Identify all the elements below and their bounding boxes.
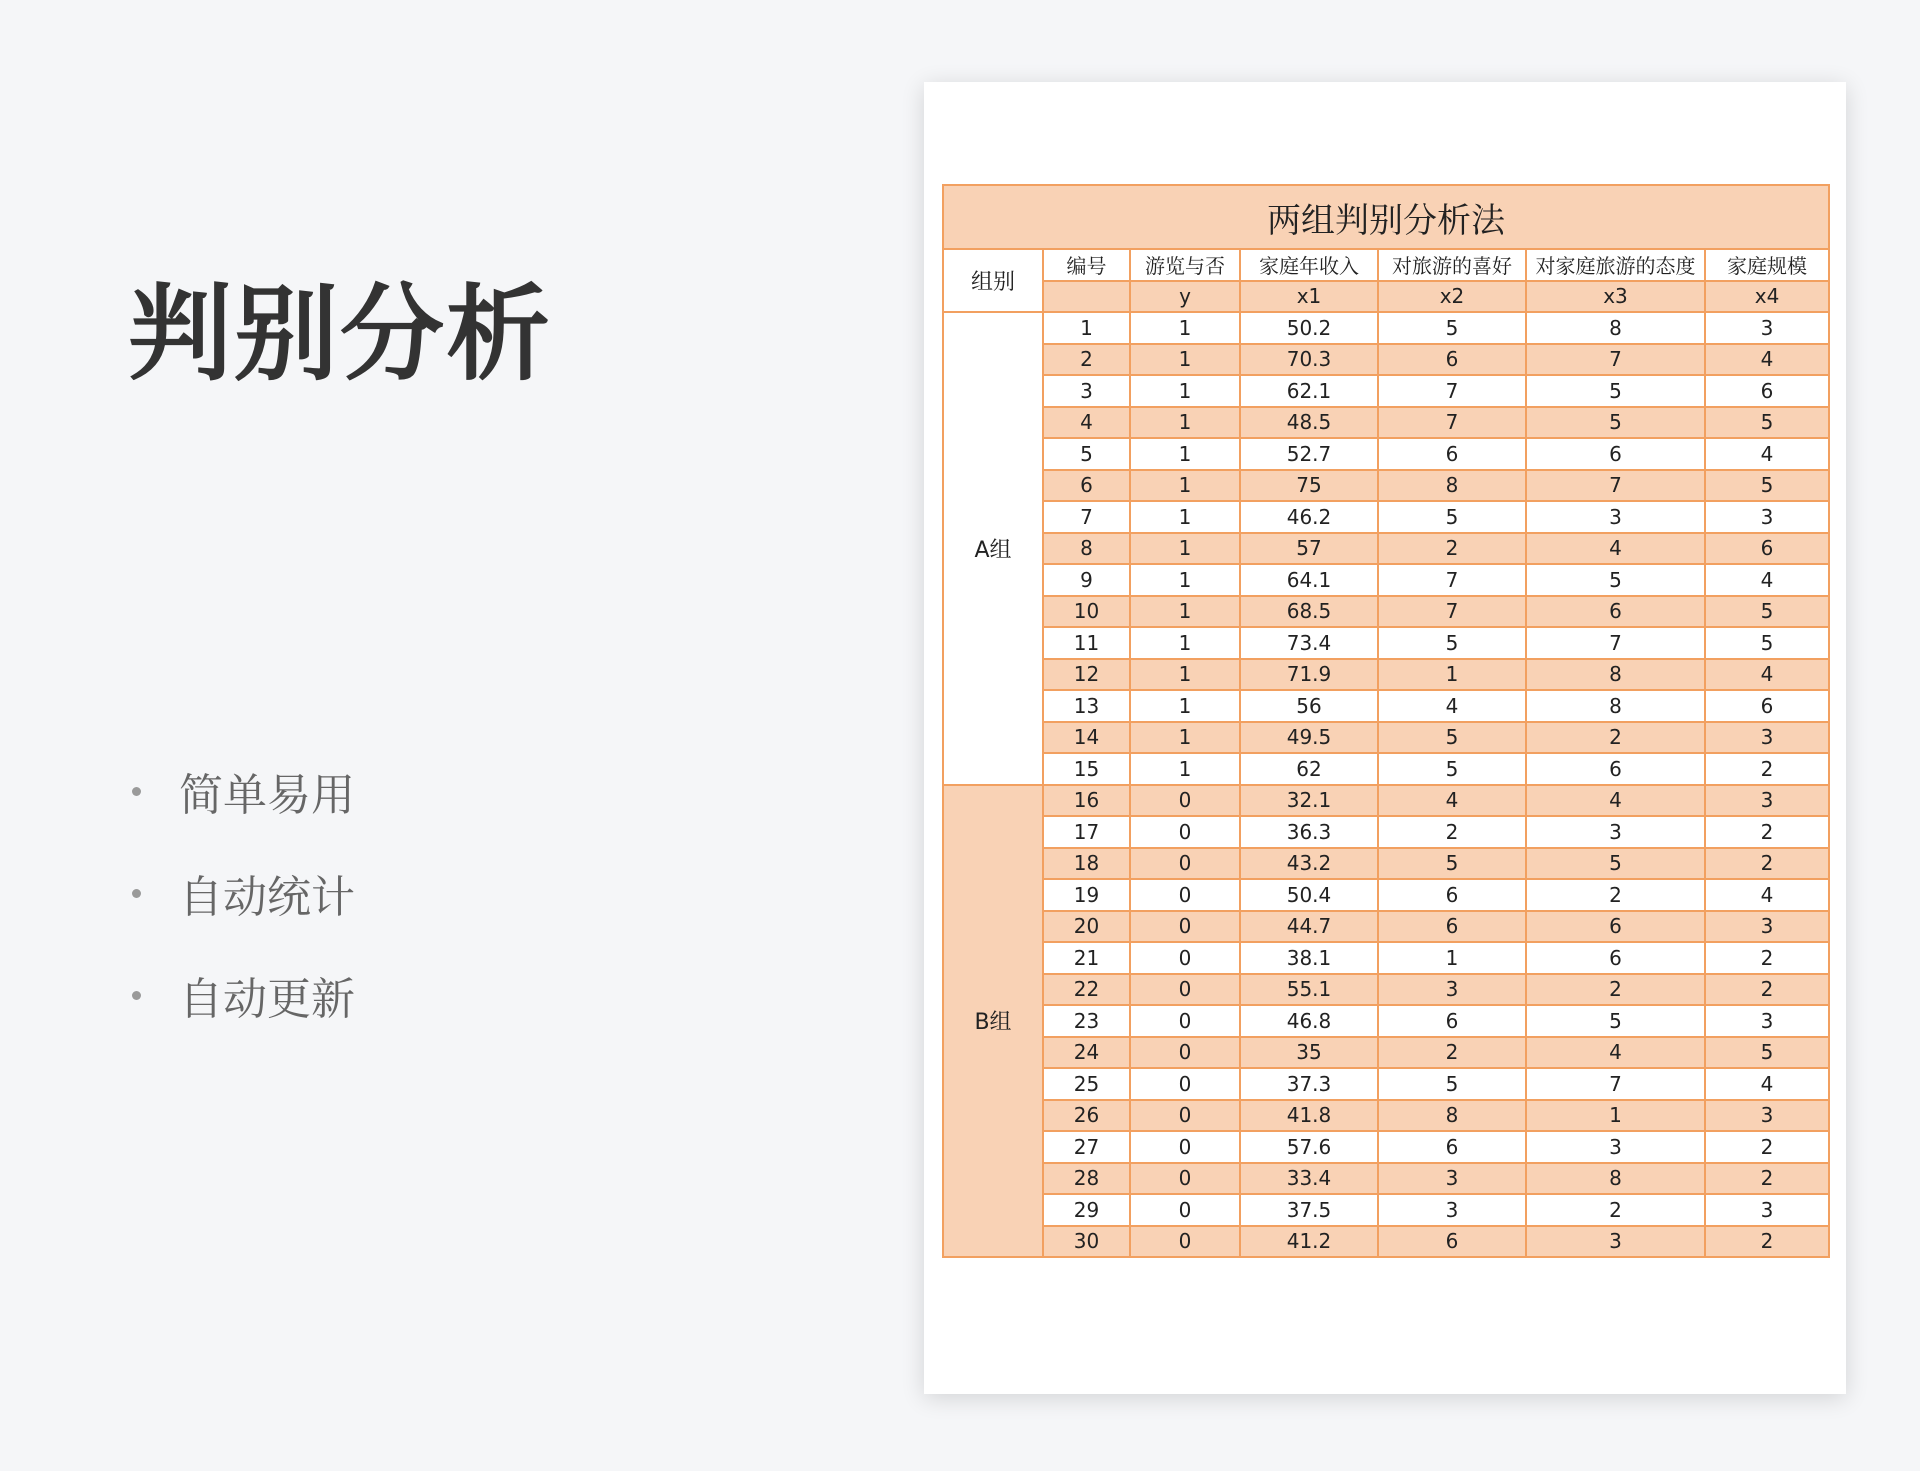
table-cell: 1 <box>1130 659 1240 691</box>
table-cell: 0 <box>1130 879 1240 911</box>
table-row <box>943 848 1829 880</box>
table-cell: 4 <box>1705 438 1829 470</box>
table-cell: 7 <box>1526 627 1705 659</box>
variable-label <box>1043 281 1130 313</box>
table-cell: 6 <box>1378 1226 1526 1258</box>
table-cell: 0 <box>1130 942 1240 974</box>
table-cell: 0 <box>1130 974 1240 1006</box>
table-cell: 3 <box>1526 816 1705 848</box>
table-cell: 1 <box>1043 312 1130 344</box>
table-cell: 73.4 <box>1240 627 1378 659</box>
table-cell: 3 <box>1378 1194 1526 1226</box>
table-row <box>943 1131 1829 1163</box>
table-cell: 3 <box>1705 1005 1829 1037</box>
table-cell: 5 <box>1378 627 1526 659</box>
table-row <box>943 753 1829 785</box>
table-row <box>943 722 1829 754</box>
table-cell: 5 <box>1043 438 1130 470</box>
table-cell: 62.1 <box>1240 375 1378 407</box>
table-cell: 1 <box>1130 564 1240 596</box>
table-cell: 3 <box>1526 1131 1705 1163</box>
table-cell: 1 <box>1130 753 1240 785</box>
table-cell: 2 <box>1526 722 1705 754</box>
table-cell: 44.7 <box>1240 911 1378 943</box>
table-cell: 2 <box>1378 533 1526 565</box>
table-cell: 2 <box>1705 753 1829 785</box>
table-caption: 两组判别分析法 <box>943 185 1829 249</box>
table-cell: 3 <box>1705 1194 1829 1226</box>
table-cell: 4 <box>1705 344 1829 376</box>
table-cell: 49.5 <box>1240 722 1378 754</box>
table-cell: 14 <box>1043 722 1130 754</box>
table-cell: 2 <box>1705 942 1829 974</box>
variable-label: y <box>1130 281 1240 313</box>
table-row <box>943 438 1829 470</box>
table-cell: 37.3 <box>1240 1068 1378 1100</box>
table-cell: 6 <box>1378 1131 1526 1163</box>
table-cell: 0 <box>1130 1163 1240 1195</box>
table-row <box>943 1194 1829 1226</box>
table-cell: 2 <box>1705 816 1829 848</box>
variable-label: x3 <box>1526 281 1705 313</box>
table-cell: 23 <box>1043 1005 1130 1037</box>
table-cell: 0 <box>1130 1194 1240 1226</box>
table-cell: 43.2 <box>1240 848 1378 880</box>
table-cell: 7 <box>1526 344 1705 376</box>
table-cell: 5 <box>1526 848 1705 880</box>
table-cell: 5 <box>1705 596 1829 628</box>
table-cell: 7 <box>1043 501 1130 533</box>
table-cell: 52.7 <box>1240 438 1378 470</box>
table-cell: 1 <box>1130 533 1240 565</box>
table-cell: 5 <box>1705 627 1829 659</box>
feature-list <box>132 740 355 1046</box>
table-cell: 36.3 <box>1240 816 1378 848</box>
table-cell: 2 <box>1526 1194 1705 1226</box>
table-row <box>943 659 1829 691</box>
table-cell: 19 <box>1043 879 1130 911</box>
table-cell: 25 <box>1043 1068 1130 1100</box>
group-header: 组别 <box>943 249 1043 312</box>
table-cell: 3 <box>1705 785 1829 817</box>
table-cell: 35 <box>1240 1037 1378 1069</box>
variable-label: x1 <box>1240 281 1378 313</box>
table-cell: 5 <box>1705 407 1829 439</box>
table-cell: 3 <box>1705 722 1829 754</box>
table-cell: 38.1 <box>1240 942 1378 974</box>
table-cell: 3 <box>1378 974 1526 1006</box>
table-cell: 17 <box>1043 816 1130 848</box>
table-row <box>943 533 1829 565</box>
table-row <box>943 375 1829 407</box>
table-cell: 3 <box>1526 501 1705 533</box>
column-header: 对家庭旅游的态度 <box>1526 249 1705 281</box>
table-cell: 64.1 <box>1240 564 1378 596</box>
column-header: 游览与否 <box>1130 249 1240 281</box>
table-cell: 5 <box>1378 1068 1526 1100</box>
table-cell: 3 <box>1705 312 1829 344</box>
table-cell: 2 <box>1705 1163 1829 1195</box>
table-cell: 4 <box>1705 879 1829 911</box>
table-cell: 22 <box>1043 974 1130 1006</box>
column-header: 家庭规模 <box>1705 249 1829 281</box>
table-cell: 6 <box>1526 438 1705 470</box>
table-cell: 30 <box>1043 1226 1130 1258</box>
table-row <box>943 1068 1829 1100</box>
bullet-dot-icon <box>132 991 141 1000</box>
table-cell: 13 <box>1043 690 1130 722</box>
table-cell: 1 <box>1130 470 1240 502</box>
table-cell: 28 <box>1043 1163 1130 1195</box>
table-row <box>943 942 1829 974</box>
table-caption-row <box>943 185 1829 249</box>
table-cell: 1 <box>1130 375 1240 407</box>
table-cell: 46.2 <box>1240 501 1378 533</box>
table-cell: 4 <box>1705 564 1829 596</box>
feature-label: 自动统计 <box>179 872 355 923</box>
table-row <box>943 312 1829 344</box>
table-cell: 6 <box>1043 470 1130 502</box>
bullet-dot-icon <box>132 787 141 796</box>
table-cell: 2 <box>1526 879 1705 911</box>
table-cell: 6 <box>1705 533 1829 565</box>
table-cell: 41.2 <box>1240 1226 1378 1258</box>
table-cell: 4 <box>1705 659 1829 691</box>
table-cell: 4 <box>1378 785 1526 817</box>
table-row <box>943 974 1829 1006</box>
table-cell: 6 <box>1526 911 1705 943</box>
table-cell: 37.5 <box>1240 1194 1378 1226</box>
table-cell: 29 <box>1043 1194 1130 1226</box>
table-row <box>943 879 1829 911</box>
table-cell: 50.4 <box>1240 879 1378 911</box>
column-header: 编号 <box>1043 249 1130 281</box>
table-row <box>943 1100 1829 1132</box>
table-row <box>943 627 1829 659</box>
table-cell: 41.8 <box>1240 1100 1378 1132</box>
table-cell: 3 <box>1705 911 1829 943</box>
table-cell: 5 <box>1526 375 1705 407</box>
table-row <box>943 690 1829 722</box>
table-cell: 16 <box>1043 785 1130 817</box>
table-cell: 7 <box>1378 564 1526 596</box>
table-cell: 8 <box>1378 1100 1526 1132</box>
table-cell: 5 <box>1378 848 1526 880</box>
table-cell: 0 <box>1130 1100 1240 1132</box>
table-cell: 5 <box>1526 1005 1705 1037</box>
page-title: 判别分析 <box>128 273 553 395</box>
table-cell: 57.6 <box>1240 1131 1378 1163</box>
table-cell: 2 <box>1705 974 1829 1006</box>
table-row <box>943 816 1829 848</box>
table-cell: 5 <box>1526 564 1705 596</box>
table-cell: 3 <box>1705 1100 1829 1132</box>
table-cell: 2 <box>1705 1131 1829 1163</box>
table-cell: 2 <box>1526 974 1705 1006</box>
table-cell: 9 <box>1043 564 1130 596</box>
table-cell: 0 <box>1130 911 1240 943</box>
table-cell: 2 <box>1705 1226 1829 1258</box>
table-cell: 71.9 <box>1240 659 1378 691</box>
table-cell: 6 <box>1526 596 1705 628</box>
table-cell: 1 <box>1378 942 1526 974</box>
table-cell: 7 <box>1526 1068 1705 1100</box>
table-cell: 1 <box>1378 659 1526 691</box>
table-cell: 10 <box>1043 596 1130 628</box>
column-header: 家庭年收入 <box>1240 249 1378 281</box>
variable-label: x4 <box>1705 281 1829 313</box>
table-cell: 8 <box>1043 533 1130 565</box>
table-header-row <box>943 249 1829 281</box>
table-cell: 7 <box>1378 375 1526 407</box>
table-row <box>943 785 1829 817</box>
table-row <box>943 344 1829 376</box>
table-cell: 4 <box>1378 690 1526 722</box>
table-cell: 4 <box>1043 407 1130 439</box>
table-cell: 0 <box>1130 816 1240 848</box>
table-cell: 8 <box>1378 470 1526 502</box>
table-cell: 1 <box>1130 312 1240 344</box>
spreadsheet-preview <box>924 82 1846 1394</box>
table-cell: 33.4 <box>1240 1163 1378 1195</box>
table-cell: 1 <box>1130 438 1240 470</box>
variable-label: x2 <box>1378 281 1526 313</box>
table-cell: 11 <box>1043 627 1130 659</box>
group-label: A组 <box>943 312 1043 785</box>
table-cell: 0 <box>1130 848 1240 880</box>
table-row <box>943 470 1829 502</box>
table-cell: 2 <box>1043 344 1130 376</box>
table-cell: 1 <box>1130 722 1240 754</box>
table-cell: 4 <box>1526 785 1705 817</box>
table-cell: 1 <box>1526 1100 1705 1132</box>
table-cell: 50.2 <box>1240 312 1378 344</box>
table-cell: 5 <box>1378 312 1526 344</box>
table-cell: 46.8 <box>1240 1005 1378 1037</box>
table-cell: 27 <box>1043 1131 1130 1163</box>
table-cell: 6 <box>1378 879 1526 911</box>
column-header: 对旅游的喜好 <box>1378 249 1526 281</box>
table-cell: 0 <box>1130 1226 1240 1258</box>
table-cell: 6 <box>1378 1005 1526 1037</box>
table-cell: 8 <box>1526 659 1705 691</box>
table-cell: 2 <box>1705 848 1829 880</box>
table-cell: 6 <box>1526 942 1705 974</box>
table-cell: 21 <box>1043 942 1130 974</box>
feature-item <box>132 740 355 842</box>
table-cell: 32.1 <box>1240 785 1378 817</box>
table-cell: 5 <box>1378 501 1526 533</box>
bullet-dot-icon <box>132 889 141 898</box>
table-row <box>943 1226 1829 1258</box>
feature-label: 自动更新 <box>179 974 355 1025</box>
discriminant-data-table <box>942 184 1830 1258</box>
table-cell: 6 <box>1378 911 1526 943</box>
table-row <box>943 501 1829 533</box>
table-cell: 12 <box>1043 659 1130 691</box>
table-row <box>943 407 1829 439</box>
table-cell: 1 <box>1130 501 1240 533</box>
table-cell: 1 <box>1130 690 1240 722</box>
table-cell: 6 <box>1378 438 1526 470</box>
table-cell: 2 <box>1378 1037 1526 1069</box>
table-cell: 6 <box>1378 344 1526 376</box>
table-row <box>943 1037 1829 1069</box>
table-cell: 56 <box>1240 690 1378 722</box>
table-cell: 0 <box>1130 1005 1240 1037</box>
table-cell: 0 <box>1130 1131 1240 1163</box>
table-cell: 3 <box>1705 501 1829 533</box>
table-row <box>943 1163 1829 1195</box>
table-cell: 0 <box>1130 785 1240 817</box>
table-cell: 48.5 <box>1240 407 1378 439</box>
table-cell: 7 <box>1378 407 1526 439</box>
table-cell: 1 <box>1130 627 1240 659</box>
table-cell: 1 <box>1130 344 1240 376</box>
table-cell: 15 <box>1043 753 1130 785</box>
table-cell: 20 <box>1043 911 1130 943</box>
feature-item <box>132 944 355 1046</box>
table-cell: 68.5 <box>1240 596 1378 628</box>
table-row <box>943 596 1829 628</box>
table-cell: 6 <box>1705 375 1829 407</box>
table-cell: 8 <box>1526 312 1705 344</box>
table-cell: 75 <box>1240 470 1378 502</box>
table-cell: 1 <box>1130 596 1240 628</box>
feature-item <box>132 842 355 944</box>
table-cell: 5 <box>1526 407 1705 439</box>
table-cell: 55.1 <box>1240 974 1378 1006</box>
table-cell: 3 <box>1526 1226 1705 1258</box>
table-cell: 6 <box>1705 690 1829 722</box>
table-cell: 3 <box>1378 1163 1526 1195</box>
table-variable-row <box>943 281 1829 313</box>
table-cell: 0 <box>1130 1068 1240 1100</box>
table-cell: 8 <box>1526 1163 1705 1195</box>
table-cell: 5 <box>1378 722 1526 754</box>
table-cell: 4 <box>1705 1068 1829 1100</box>
table-row <box>943 1005 1829 1037</box>
table-cell: 26 <box>1043 1100 1130 1132</box>
table-cell: 4 <box>1526 1037 1705 1069</box>
table-cell: 24 <box>1043 1037 1130 1069</box>
table-cell: 57 <box>1240 533 1378 565</box>
table-cell: 18 <box>1043 848 1130 880</box>
table-cell: 62 <box>1240 753 1378 785</box>
table-cell: 5 <box>1705 470 1829 502</box>
table-cell: 7 <box>1378 596 1526 628</box>
table-cell: 1 <box>1130 407 1240 439</box>
table-cell: 5 <box>1705 1037 1829 1069</box>
table-cell: 70.3 <box>1240 344 1378 376</box>
table-cell: 3 <box>1043 375 1130 407</box>
table-row <box>943 911 1829 943</box>
table-cell: 7 <box>1526 470 1705 502</box>
table-cell: 8 <box>1526 690 1705 722</box>
table-cell: 4 <box>1526 533 1705 565</box>
table-cell: 0 <box>1130 1037 1240 1069</box>
table-row <box>943 564 1829 596</box>
table-cell: 5 <box>1378 753 1526 785</box>
group-label: B组 <box>943 785 1043 1258</box>
feature-label: 简单易用 <box>179 770 355 821</box>
table-cell: 2 <box>1378 816 1526 848</box>
table-cell: 6 <box>1526 753 1705 785</box>
